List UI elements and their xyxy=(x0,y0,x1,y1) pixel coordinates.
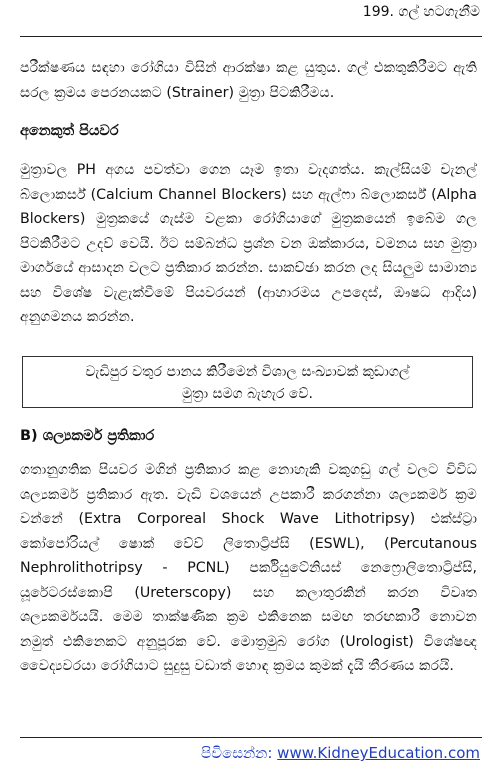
section-heading-other-steps: අනෙකුත් පියවර xyxy=(20,123,119,139)
footer-rule xyxy=(20,737,482,738)
callout-text: වැඩිපුර වතුර පානය කිරීමෙන් විශාල සංඛ්‍යාවක් කුඩාගල් මුත්‍රා සමග බැහැර වේ. xyxy=(85,364,410,402)
running-head: 199. ගල් හටගැනීම xyxy=(362,4,480,20)
paragraph-other-steps: මුත්‍රාවල PH අගය පවත්වා ගෙන යෑම ඉතා වැදගත්ය. කැල්සියම් චැනල් බ්ලොකර්ස් (Calcium Channel Blockers) සහ ඇල්ෆා බ්ලොකර්ස් (Alpha Blockers) මුත්‍රකයේ ගැස්ම වළකා රෝගියාගේ මුත්‍රකයෙන් ඉබේම ගල පිටකිරීමට උදව් වෙයි. ඊට සම්බන්ධ ප්‍රශ්න වන ඔක්කාරය, වමනය සහ මුත්‍රා මාර්ගයේ ආසාදන වලට ප්‍රතිකාර කරන්න. සාකච්ඡා කරන ලද සියලුම සාමාන්‍ය සහ විශේෂ වැළැක්වීමේ පියවරයන් (ආහාරමය උපදෙස්, ඖෂධ ආදිය) අනුගමනය කරන්න. xyxy=(20,162,477,325)
header-rule xyxy=(20,36,482,37)
footer-label: පිවිසෙන්න: xyxy=(201,744,278,762)
section-heading-surgical-treatment: B) ශල්‍යකර්ම ප්‍රතිකාර xyxy=(20,428,155,444)
website-link[interactable]: www.KidneyEducation.com xyxy=(277,744,480,762)
paragraph-strainer: පරීක්ෂණය සඳහා රෝගියා විසින් ආරක්ෂා කළ යුතුය. ගල් එකතුකිරීමට ඇති සරල ක්‍රමය පෙරනයකට (Strainer) මුත්‍රා පිටකිරීමය. xyxy=(20,60,477,101)
footer xyxy=(201,744,480,762)
callout-box xyxy=(22,356,473,408)
paragraph-surgical-treatment: ගතානුගතික පියවර මගින් ප්‍රතිකාර කළ නොහැකි වකුගඩු ගල් වලට විවිධ ශල්‍යකර්ම ප්‍රතිකාර ඇත. වැඩි වශයෙන් උපකාරී කරගන්නා ශල්‍යකර්ම ක්‍රම වන්නේ (Extra Corporeal Shock Wave Lithotripsy) එක්ස්ට්‍රා කෝපෝරියල් ෂොක් වේව් ලිතොට්‍රිප්සි (ESWL), (Percutanous Nephrolithotripsy - PCNL) පර්කියුටේනියස් නෙෆ්‍රොලිතොට්‍රිප්සි, යූරේටරස්කොපි (Ureterscopy) සහ කලාතුරකින් කරන විවෘත ශල්‍යකර්මයයි. මෙම තාක්ෂණික ක්‍රම එකිනෙක සමඟ තරඟකාරී නොවන නමුත් එකිනෙකට අනුපූරක වේ. මොත්‍රමුබ රෝග (Urologist) විශේෂඥ වෛද්‍යවරයා රෝගියාට සුදුසු වඩාත් හොඳ ක්‍රමය කුමක් දැයි තීරණය කරයි. xyxy=(20,462,477,674)
